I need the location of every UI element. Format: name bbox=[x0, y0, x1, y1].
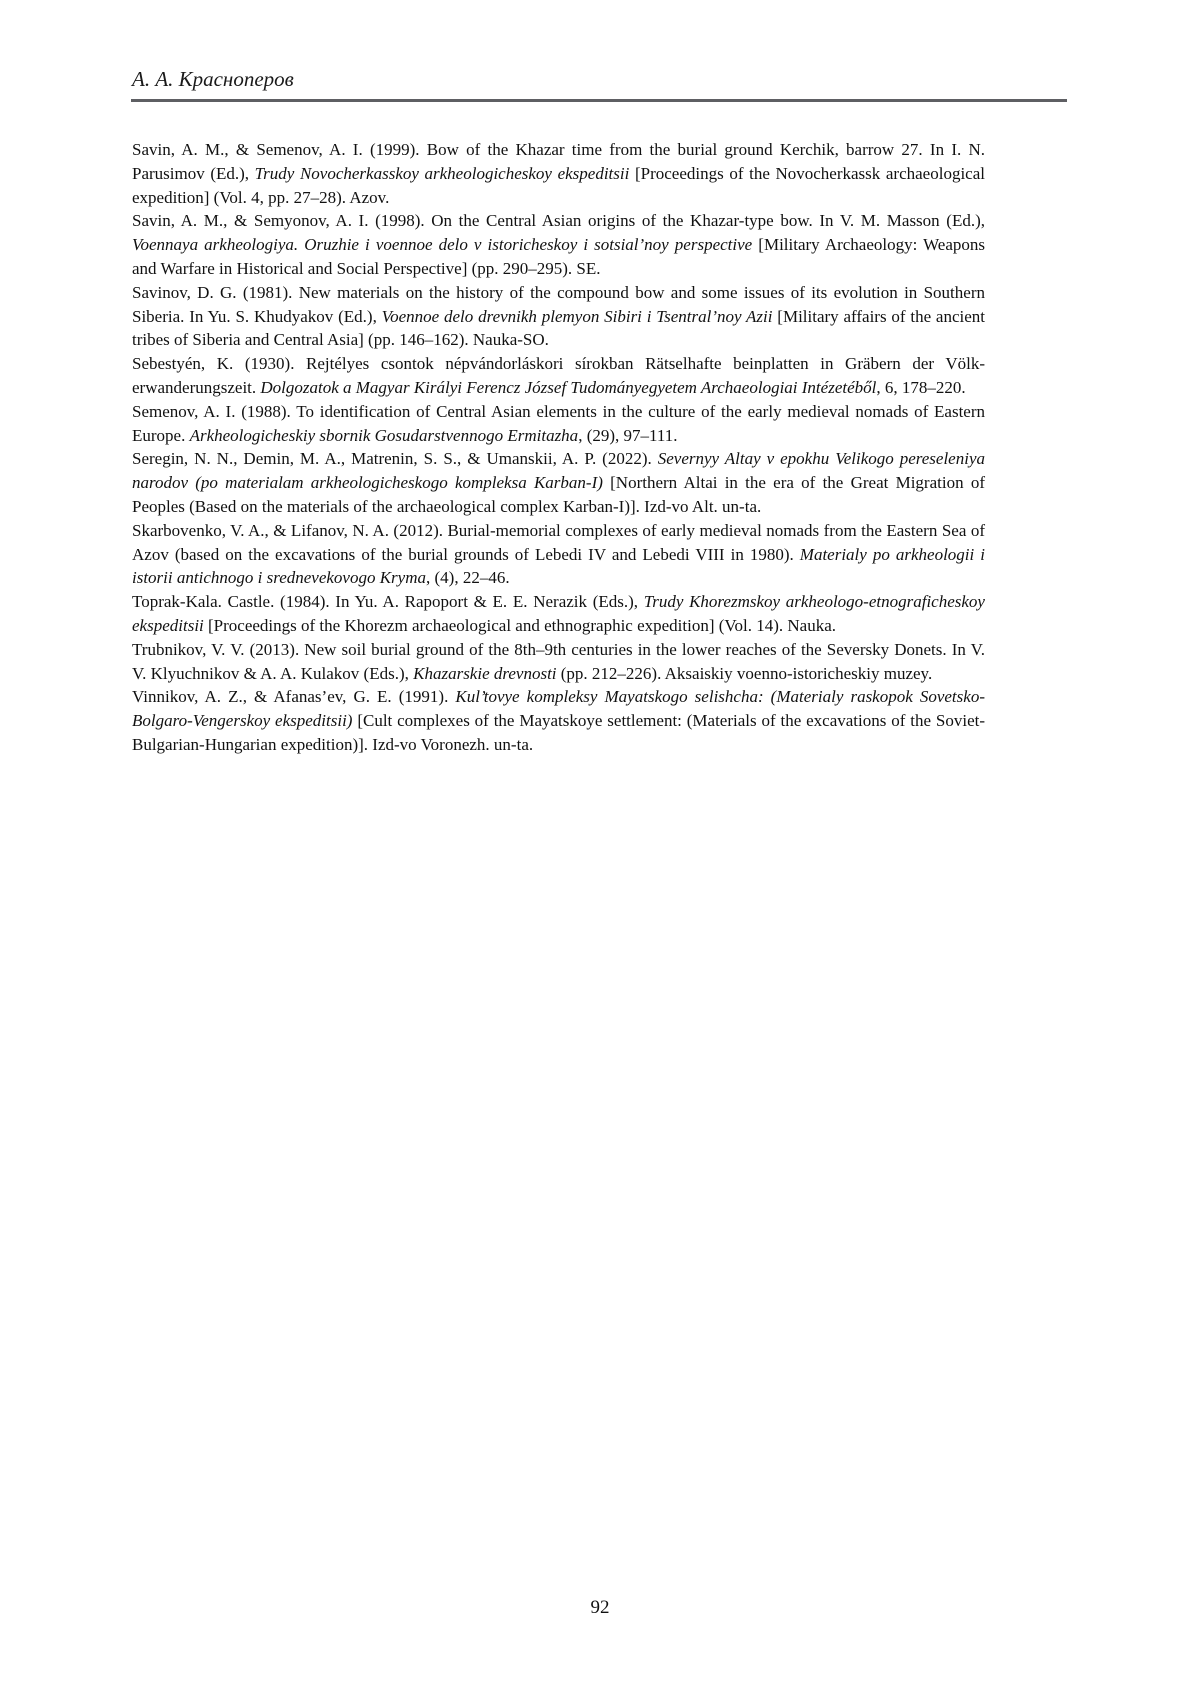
reference-entry bbox=[132, 352, 985, 400]
reference-text: [Military Archaeology: Weapons and Warfare in Historical and Social Perspective] (pp. 290–295). SE. bbox=[132, 235, 985, 278]
reference-title-italic: Kul’tovye kompleksy Mayatskogo selishcha: (Materialy raskopok Sovetsko-Bolgaro-Vengerskoy ekspeditsii) bbox=[132, 687, 985, 731]
reference-text: Toprak-Kala. Castle. (1984). In Yu. A. Rapoport & E. E. Nerazik (Eds.), bbox=[132, 592, 644, 612]
reference-text: Semenov, A. I. (1988). To identification of Central Asian elements in the culture of the early medieval nomads of Eastern Europe. bbox=[132, 401, 985, 445]
reference-text: Sebestyén, K. (1930). Rejtélyes csontok népvándorláskori sírokban Rätselhafte beinplatten in Gräbern der Völkerwanderungszeit. bbox=[132, 354, 985, 397]
reference-text: (pp. 212–226). Aksaiskiy voenno-istoricheskiy muzey. bbox=[556, 663, 933, 683]
reference-text: Trubnikov, V. V. (2013). New soil burial ground of the 8th–9th centuries in the lower reaches of the Seversky Donets. In V. V. Klyuchnikov & A. A. Kulakov (Eds.), bbox=[132, 639, 985, 683]
page-number: 92 bbox=[590, 1597, 610, 1618]
reference-title-italic: Trudy Novocherkasskoy arkheologicheskoy ekspeditsii bbox=[254, 163, 630, 183]
reference-title-italic: Dolgozatok a Magyar Királyi Ferencz József Tudományegyetem Archaeologiai Intézetéből bbox=[260, 377, 877, 397]
header-rule bbox=[131, 99, 1067, 102]
reference-title-italic: Voennaya arkheologiya. Oruzhie i voennoe delo v istoricheskoy i sotsial’noy perspective bbox=[132, 235, 753, 255]
reference-text: Skarbovenko, V. A., & Lifanov, N. A. (2012). Burial-memorial complexes of early medieval nomads from the Eastern Sea of Azov (based on the excavations of the burial grounds of Lebedi IV and Lebedi VIII in 1980). bbox=[132, 520, 985, 564]
reference-text: Savin, A. M., & Semenov, A. I. (1999). Bow of the Khazar time from the burial ground Kerchik, barrow 27. In I. N. Parusimov (Ed.), bbox=[132, 140, 985, 183]
reference-entry bbox=[132, 590, 985, 638]
reference-entry bbox=[132, 209, 985, 280]
reference-text: Savinov, D. G. (1981). New materials on the history of the compound bow and some issues of its evolution in Southern Siberia. In Yu. S. Khudyakov (Ed.), bbox=[132, 282, 985, 326]
reference-entry bbox=[132, 400, 985, 448]
reference-text: [Proceedings of the Novocherkassk archaeological expedition] (Vol. 4, pp. 27–28). Azov. bbox=[132, 163, 985, 207]
reference-title-italic: Trudy Khorezmskoy arkheologo-etnograficheskoy ekspeditsii bbox=[132, 592, 985, 635]
reference-text: [Proceedings of the Khorezm archaeological and ethnographic expedition] (Vol. 14). Nauka. bbox=[203, 615, 837, 635]
reference-text: [Northern Altai in the era of the Great Migration of Peoples (Based on the materials of the archaeological complex Karban-I)]. Izd-vo Alt. un-ta. bbox=[132, 473, 985, 516]
reference-entry bbox=[132, 138, 985, 209]
reference-title-italic: Arkheologicheskiy sbornik Gosudarstvennogo Ermitazha bbox=[189, 425, 579, 445]
reference-entry bbox=[132, 685, 985, 756]
references-list bbox=[132, 138, 985, 757]
reference-text: Seregin, N. N., Demin, M. A., Matrenin, S. S., & Umanskii, A. P. (2022). bbox=[132, 449, 658, 469]
reference-title-italic: Voennoe delo drevnikh plemyon Sibiri i Tsentral’noy Azii bbox=[381, 306, 773, 326]
reference-text: , (4), 22–46. bbox=[426, 568, 510, 588]
reference-title-italic: Materialy po arkheologii i istorii antichnogo i srednevekovogo Kryma bbox=[132, 544, 985, 588]
reference-entry bbox=[132, 281, 985, 352]
reference-text: Savin, A. M., & Semyonov, A. I. (1998). On the Central Asian origins of the Khazar-type bow. In V. M. Masson (Ed.), bbox=[132, 211, 985, 231]
reference-text: [Cult complexes of the Mayatskoye settlement: (Materials of the excavations of the Soviet-Bulgarian-Hungarian expedition)]. Izd-vo Voronezh. un-ta. bbox=[132, 711, 985, 754]
reference-title-italic: Severnyy Altay v epokhu Velikogo pereseleniya narodov (po materialam arkheologicheskogo kompleksa Karban-I) bbox=[132, 449, 985, 493]
reference-text: Vinnikov, A. Z., & Afanas’ev, G. E. (1991). bbox=[132, 687, 456, 707]
reference-entry bbox=[132, 638, 985, 686]
reference-text: , (29), 97–111. bbox=[578, 425, 678, 445]
reference-entry bbox=[132, 519, 985, 590]
reference-entry bbox=[132, 447, 985, 518]
reference-text: [Military affairs of the ancient tribes of Siberia and Central Asia] (pp. 146–162). Nauka-SO. bbox=[132, 306, 986, 350]
running-head: А. А. Красноперов bbox=[132, 67, 294, 91]
reference-text: , 6, 178–220. bbox=[876, 377, 966, 397]
reference-title-italic: Khazarskie drevnosti bbox=[413, 663, 557, 683]
